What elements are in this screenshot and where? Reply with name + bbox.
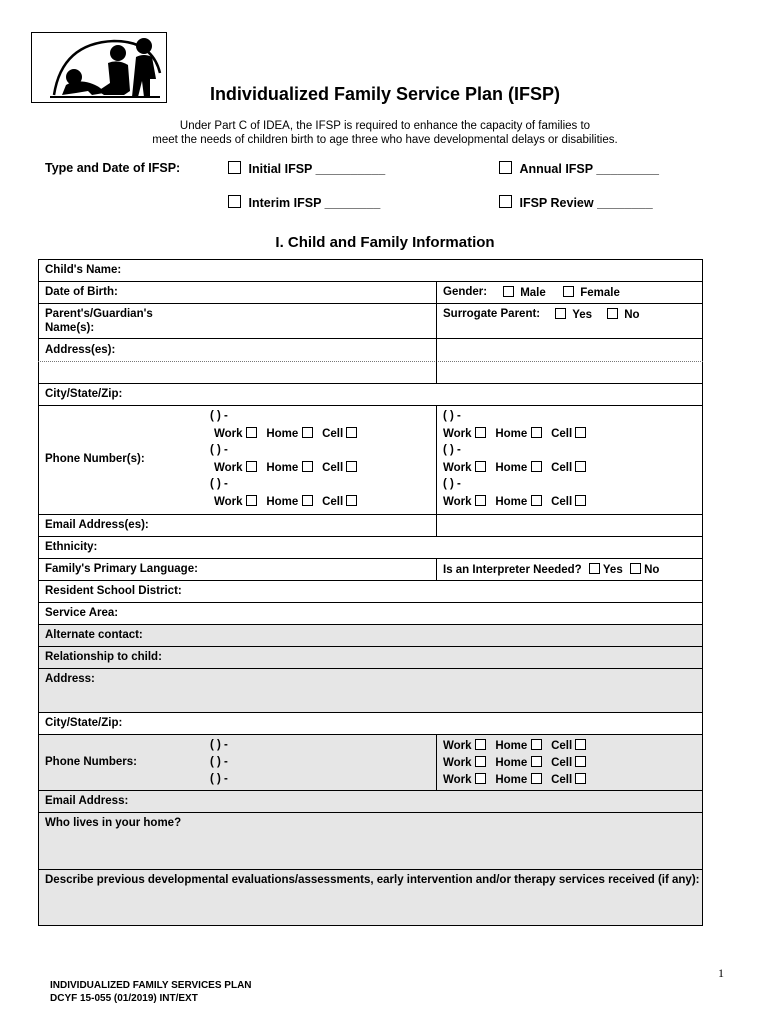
phone-type-row [443, 773, 586, 790]
alt-phone-block-left [210, 739, 228, 790]
cell-checkbox[interactable] [575, 461, 586, 472]
work-checkbox[interactable] [475, 495, 486, 506]
male-checkbox[interactable] [503, 286, 514, 297]
work-checkbox[interactable] [246, 495, 257, 506]
home-checkbox[interactable] [302, 461, 313, 472]
cell-checkbox[interactable] [575, 756, 586, 767]
cell-label: Cell [551, 462, 573, 474]
phone-block-left [210, 410, 390, 512]
work-checkbox[interactable] [475, 739, 486, 750]
childs-name-label: Child's Name: [45, 264, 122, 276]
phone-type-row [443, 739, 586, 756]
phone-paren: ( ) - [210, 739, 228, 751]
work-label: Work [214, 462, 243, 474]
interpreter-label: Is an Interpreter Needed? [443, 564, 582, 576]
initial-ifsp-option[interactable] [228, 161, 385, 176]
initial-ifsp-checkbox[interactable] [228, 161, 241, 174]
cell-label: Cell [551, 428, 573, 440]
initial-ifsp-label: Initial IFSP __________ [248, 162, 386, 176]
home-label: Home [266, 496, 299, 508]
guardian-label-2: Name(s): [45, 322, 95, 334]
home-checkbox[interactable] [531, 461, 542, 472]
phone-type-row [443, 461, 623, 478]
work-label: Work [214, 428, 243, 440]
work-label: Work [443, 462, 472, 474]
home-checkbox[interactable] [531, 739, 542, 750]
surrogate-no-option[interactable] [607, 308, 640, 321]
cell-checkbox[interactable] [346, 461, 357, 472]
phone-type-row [443, 756, 586, 773]
address-label: Address: [45, 673, 95, 685]
review-ifsp-option[interactable] [499, 195, 653, 210]
work-label: Work [443, 774, 472, 786]
work-label: Work [443, 740, 472, 752]
annual-ifsp-option[interactable] [499, 161, 659, 176]
cell-label: Cell [322, 496, 344, 508]
female-label: Female [580, 287, 620, 299]
gender-female-option[interactable] [563, 286, 620, 299]
alt-city-label: City/State/Zip: [45, 717, 123, 729]
surrogate-no-label: No [624, 309, 640, 321]
work-checkbox[interactable] [246, 461, 257, 472]
work-checkbox[interactable] [475, 427, 486, 438]
interpreter-yes-label: Yes [602, 564, 623, 576]
home-label: Home [495, 462, 528, 474]
addresses-label: Address(es): [45, 344, 116, 356]
school-district-label: Resident School District: [45, 585, 182, 597]
cell-checkbox[interactable] [575, 739, 586, 750]
cell-label: Cell [551, 740, 573, 752]
home-label: Home [495, 740, 528, 752]
email-addresses-label: Email Address(es): [45, 519, 149, 531]
phone-paren: ( ) - [210, 756, 228, 768]
intro-line-1: Under Part C of IDEA, the IFSP is required to enhance the capacity of families to [179, 120, 591, 132]
female-checkbox[interactable] [563, 286, 574, 297]
interpreter-no-label: No [644, 564, 660, 576]
interim-ifsp-label: Interim IFSP ________ [248, 196, 381, 210]
intro-line-2: meet the needs of children birth to age three who have developmental delays or disabilities. [152, 134, 618, 146]
interpreter-yes-checkbox[interactable] [589, 563, 600, 574]
surrogate-yes-option[interactable] [555, 308, 592, 321]
phone-type-row [210, 461, 390, 478]
cell-checkbox[interactable] [575, 773, 586, 784]
home-checkbox[interactable] [531, 427, 542, 438]
dob-label: Date of Birth: [45, 286, 118, 298]
cell-label: Cell [551, 757, 573, 769]
work-label: Work [443, 757, 472, 769]
page-title: Individualized Family Service Plan (IFSP) [209, 84, 561, 104]
home-label: Home [495, 496, 528, 508]
guardian-label-1: Parent's/Guardian's [45, 308, 153, 320]
male-label: Male [520, 287, 546, 299]
phone-block-right [443, 410, 623, 512]
interpreter-row [443, 563, 659, 576]
surrogate-yes-label: Yes [572, 309, 593, 321]
home-checkbox[interactable] [531, 773, 542, 784]
work-label: Work [443, 496, 472, 508]
home-label: Home [495, 757, 528, 769]
cell-label: Cell [322, 462, 344, 474]
work-checkbox[interactable] [475, 461, 486, 472]
who-lives-label: Who lives in your home? [45, 817, 182, 829]
review-ifsp-checkbox[interactable] [499, 195, 512, 208]
city-state-zip-label: City/State/Zip: [45, 388, 123, 400]
home-label: Home [266, 462, 299, 474]
interim-ifsp-checkbox[interactable] [228, 195, 241, 208]
interim-ifsp-option[interactable] [228, 195, 380, 210]
phone-paren: ( ) - [210, 410, 228, 422]
describe-label: Describe previous developmental evaluations/assessments, early intervention and/or therapy services received (if any): [45, 874, 700, 886]
service-area-label: Service Area: [45, 607, 119, 619]
home-checkbox[interactable] [302, 427, 313, 438]
home-label: Home [266, 428, 299, 440]
cell-checkbox[interactable] [346, 495, 357, 506]
gender-male-option[interactable] [503, 286, 546, 299]
home-label: Home [495, 774, 528, 786]
phone-type-row [210, 427, 390, 444]
work-checkbox[interactable] [475, 773, 486, 784]
cell-label: Cell [322, 428, 344, 440]
footer-line-2: DCYF 15-055 (01/2019) INT/EXT [50, 993, 198, 1004]
interpreter-no-checkbox[interactable] [630, 563, 641, 574]
section-title: I. Child and Family Information [275, 234, 495, 251]
ifsp-type-label: Type and Date of IFSP: [45, 161, 181, 175]
cell-label: Cell [551, 496, 573, 508]
work-label: Work [443, 428, 472, 440]
review-ifsp-label: IFSP Review ________ [519, 196, 653, 210]
surrogate-no-checkbox[interactable] [607, 308, 618, 319]
home-checkbox[interactable] [302, 495, 313, 506]
cell-label: Cell [551, 774, 573, 786]
work-checkbox[interactable] [246, 427, 257, 438]
home-label: Home [495, 428, 528, 440]
surrogate-label: Surrogate Parent: [443, 308, 541, 320]
phone-paren: ( ) - [210, 444, 228, 456]
cell-checkbox[interactable] [575, 427, 586, 438]
footer-line-1: INDIVIDUALIZED FAMILY SERVICES PLAN [50, 980, 252, 991]
phone-type-row [443, 495, 623, 512]
work-checkbox[interactable] [475, 756, 486, 767]
phone-type-row [210, 495, 390, 512]
gender-label: Gender: [443, 286, 488, 298]
page-number: 1 [718, 966, 724, 980]
annual-ifsp-checkbox[interactable] [499, 161, 512, 174]
annual-ifsp-label: Annual IFSP _________ [519, 162, 659, 176]
primary-language-label: Family's Primary Language: [45, 563, 198, 575]
phone-type-row [443, 427, 623, 444]
surrogate-yes-checkbox[interactable] [555, 308, 566, 319]
alt-contact-label: Alternate contact: [45, 629, 143, 641]
phone-paren: ( ) - [443, 410, 461, 422]
home-checkbox[interactable] [531, 495, 542, 506]
phone-paren: ( ) - [443, 478, 461, 490]
alt-phone-block-right [443, 739, 586, 790]
alt-phones-label: Phone Numbers: [45, 756, 138, 768]
ethnicity-label: Ethnicity: [45, 541, 98, 553]
home-checkbox[interactable] [531, 756, 542, 767]
relationship-label: Relationship to child: [45, 651, 162, 663]
phone-paren: ( ) - [210, 478, 228, 490]
work-label: Work [214, 496, 243, 508]
phone-numbers-label: Phone Number(s): [45, 453, 145, 465]
email-address-label: Email Address: [45, 795, 129, 807]
cell-checkbox[interactable] [346, 427, 357, 438]
cell-checkbox[interactable] [575, 495, 586, 506]
phone-paren: ( ) - [210, 773, 228, 785]
phone-paren: ( ) - [443, 444, 461, 456]
